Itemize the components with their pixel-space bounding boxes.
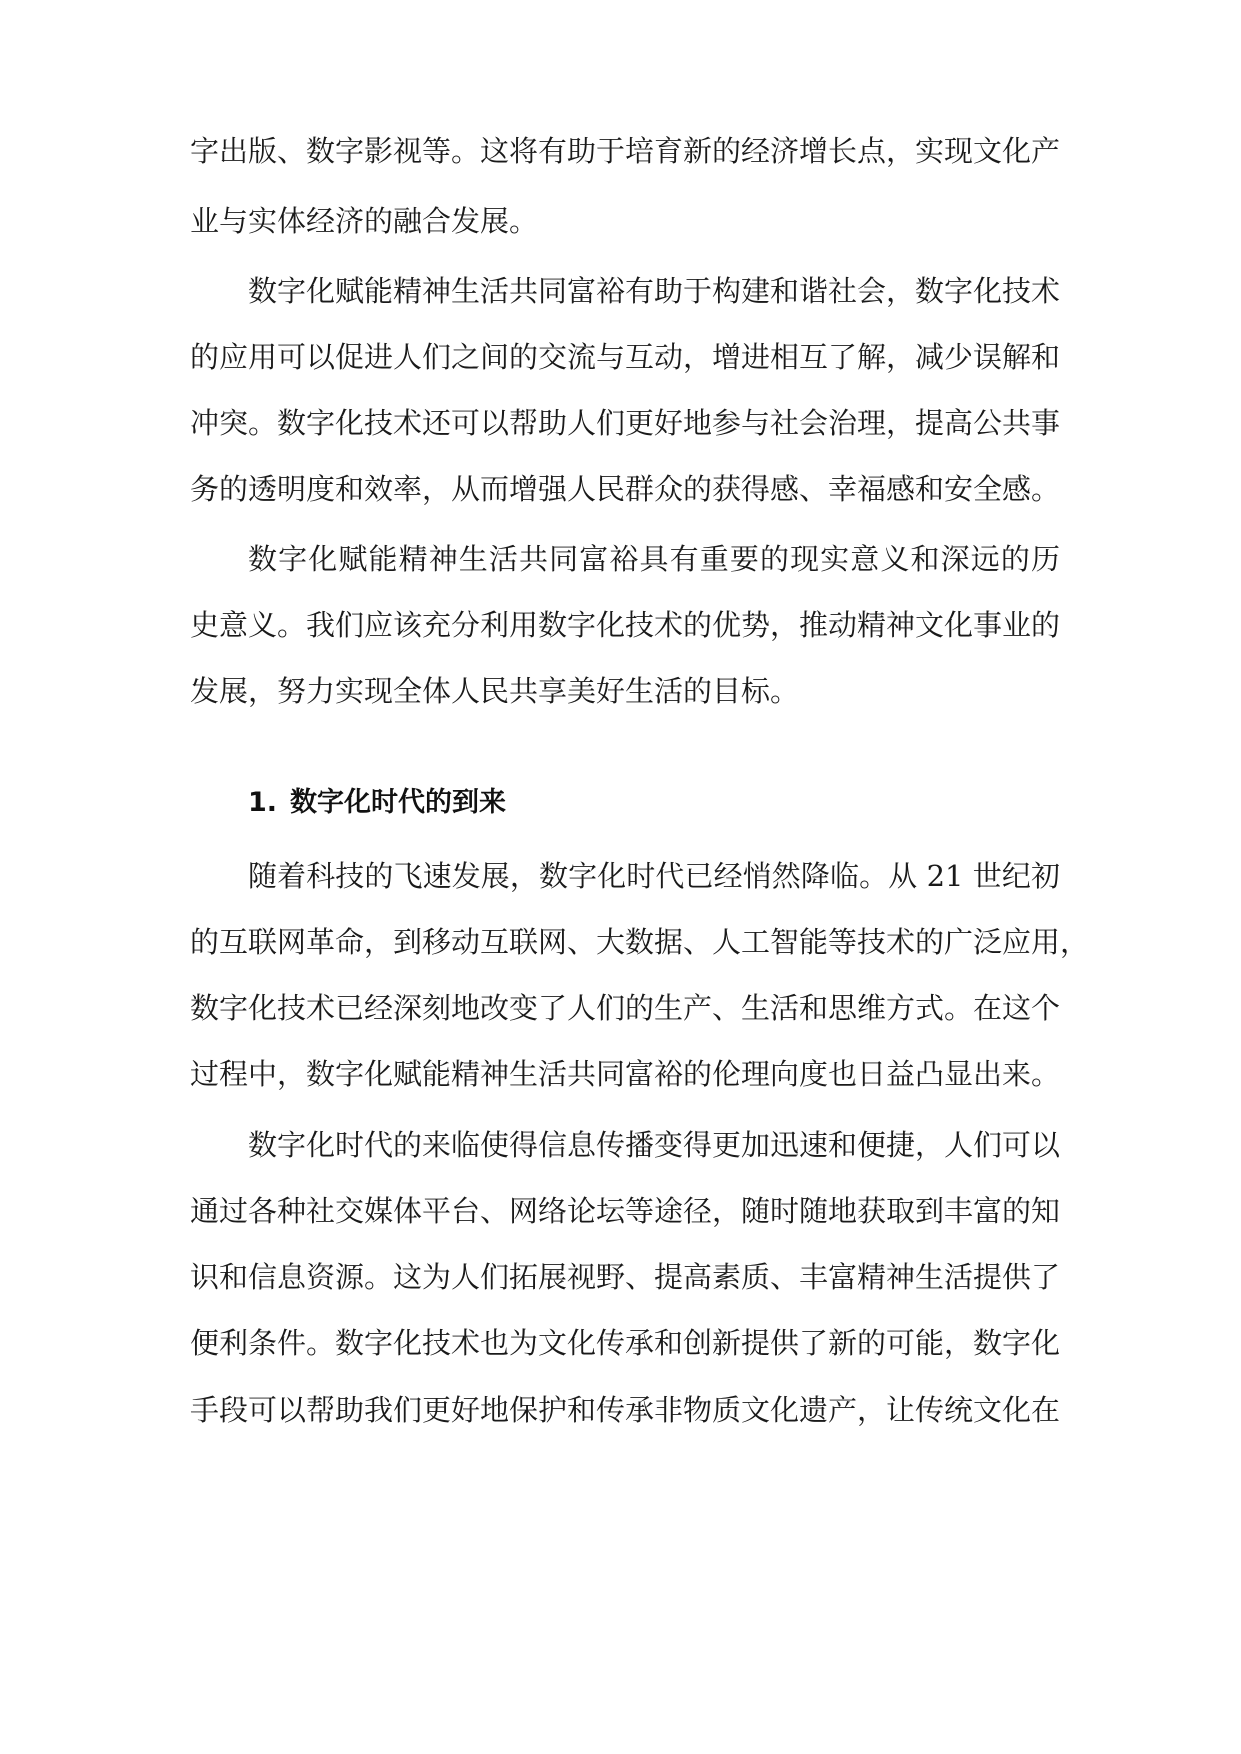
paragraph-line: 史意义。我们应该充分利用数字化技术的优势，推动精神文化事业的 <box>190 608 1061 642</box>
paragraph-line: 随着科技的飞速发展，数字化时代已经悄然降临。从 21 世纪初 <box>248 859 1060 893</box>
section-title: 数字化时代的到来 <box>290 787 506 818</box>
paragraph-line: 的应用可以促进人们之间的交流与互动，增进相互了解，减少误解和 <box>190 340 1061 374</box>
paragraph-line: 数字化时代的来临使得信息传播变得更加迅速和便捷，人们可以 <box>248 1128 1061 1162</box>
paragraph-line: 通过各种社交媒体平台、网络论坛等途径，随时随地获取到丰富的知 <box>190 1194 1061 1228</box>
paragraph-line: 手段可以帮助我们更好地保护和传承非物质文化遗产，让传统文化在 <box>190 1393 1061 1427</box>
paragraph-line: 数字化赋能精神生活共同富裕有助于构建和谐社会，数字化技术 <box>248 274 1061 308</box>
paragraph-line: 字出版、数字影视等。这将有助于培育新的经济增长点，实现文化产 <box>190 134 1061 168</box>
section-number: 1. <box>248 787 278 818</box>
section-heading <box>248 783 1048 823</box>
paragraph-line: 的互联网革命，到移动互联网、大数据、人工智能等技术的广泛应用， <box>190 925 1090 959</box>
paragraph-line: 数字化技术已经深刻地改变了人们的生产、生活和思维方式。在这个 <box>190 991 1061 1025</box>
paragraph-line: 过程中，数字化赋能精神生活共同富裕的伦理向度也日益凸显出来。 <box>190 1057 1061 1091</box>
paragraph-line: 便利条件。数字化技术也为文化传承和创新提供了新的可能，数字化 <box>190 1326 1061 1360</box>
paragraph-line: 业与实体经济的融合发展。 <box>190 204 539 238</box>
paragraph-line: 数字化赋能精神生活共同富裕具有重要的现实意义和深远的历 <box>248 542 1060 576</box>
paragraph-line: 务的透明度和效率，从而增强人民群众的获得感、幸福感和安全感。 <box>190 472 1061 506</box>
paragraph-line: 识和信息资源。这为人们拓展视野、提高素质、丰富精神生活提供了 <box>190 1260 1061 1294</box>
paragraph-line: 冲突。数字化技术还可以帮助人们更好地参与社会治理，提高公共事 <box>190 406 1061 440</box>
paragraph-line: 发展，努力实现全体人民共享美好生活的目标。 <box>190 674 800 708</box>
